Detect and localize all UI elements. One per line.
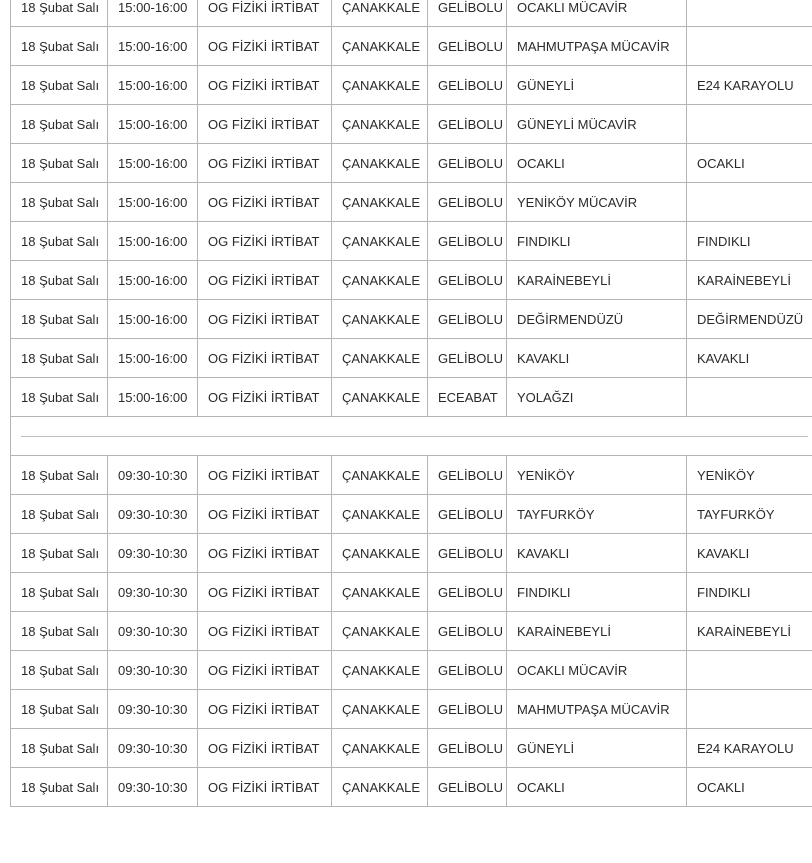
time-cell: 15:00-16:00 (108, 222, 198, 261)
province-cell: ÇANAKKALE (332, 339, 428, 378)
reason-cell: OG FİZİKİ İRTİBAT (198, 300, 332, 339)
reason-cell: OG FİZİKİ İRTİBAT (198, 27, 332, 66)
group-separator-row (11, 417, 812, 456)
province-cell: ÇANAKKALE (332, 183, 428, 222)
province-cell: ÇANAKKALE (332, 729, 428, 768)
neighborhood-cell: KAVAKLI (507, 534, 687, 573)
date-cell: 18 Şubat Salı (11, 495, 108, 534)
street-cell (687, 651, 812, 690)
date-cell: 18 Şubat Salı (11, 27, 108, 66)
time-cell: 15:00-16:00 (108, 105, 198, 144)
province-cell: ÇANAKKALE (332, 222, 428, 261)
reason-cell: OG FİZİKİ İRTİBAT (198, 729, 332, 768)
street-cell (687, 105, 812, 144)
reason-cell: OG FİZİKİ İRTİBAT (198, 495, 332, 534)
province-cell: ÇANAKKALE (332, 66, 428, 105)
district-cell: GELİBOLU (428, 27, 507, 66)
reason-cell: OG FİZİKİ İRTİBAT (198, 105, 332, 144)
reason-cell: OG FİZİKİ İRTİBAT (198, 183, 332, 222)
table-row (11, 0, 812, 27)
neighborhood-cell: DEĞİRMENDÜZÜ (507, 300, 687, 339)
district-cell: GELİBOLU (428, 183, 507, 222)
province-cell: ÇANAKKALE (332, 651, 428, 690)
district-cell: GELİBOLU (428, 339, 507, 378)
province-cell: ÇANAKKALE (332, 456, 428, 495)
table-row (11, 690, 812, 729)
neighborhood-cell: GÜNEYLİ (507, 729, 687, 768)
reason-cell: OG FİZİKİ İRTİBAT (198, 66, 332, 105)
reason-cell: OG FİZİKİ İRTİBAT (198, 222, 332, 261)
district-cell: GELİBOLU (428, 300, 507, 339)
street-cell: OCAKLI (687, 144, 812, 183)
table-row (11, 339, 812, 378)
time-cell: 15:00-16:00 (108, 378, 198, 417)
reason-cell: OG FİZİKİ İRTİBAT (198, 612, 332, 651)
reason-cell: OG FİZİKİ İRTİBAT (198, 573, 332, 612)
neighborhood-cell: KARAİNEBEYLİ (507, 261, 687, 300)
reason-cell: OG FİZİKİ İRTİBAT (198, 0, 332, 27)
date-cell: 18 Şubat Salı (11, 144, 108, 183)
date-cell: 18 Şubat Salı (11, 456, 108, 495)
table-row (11, 534, 812, 573)
neighborhood-cell: OCAKLI MÜCAVİR (507, 0, 687, 27)
street-cell: FINDIKLI (687, 573, 812, 612)
date-cell: 18 Şubat Salı (11, 261, 108, 300)
province-cell: ÇANAKKALE (332, 300, 428, 339)
district-cell: GELİBOLU (428, 690, 507, 729)
table-row (11, 651, 812, 690)
reason-cell: OG FİZİKİ İRTİBAT (198, 339, 332, 378)
date-cell: 18 Şubat Salı (11, 300, 108, 339)
neighborhood-cell: FINDIKLI (507, 573, 687, 612)
time-cell: 09:30-10:30 (108, 768, 198, 807)
time-cell: 09:30-10:30 (108, 651, 198, 690)
neighborhood-cell: OCAKLI MÜCAVİR (507, 651, 687, 690)
time-cell: 15:00-16:00 (108, 300, 198, 339)
province-cell: ÇANAKKALE (332, 768, 428, 807)
district-cell: GELİBOLU (428, 222, 507, 261)
neighborhood-cell: GÜNEYLİ MÜCAVİR (507, 105, 687, 144)
district-cell: GELİBOLU (428, 573, 507, 612)
reason-cell: OG FİZİKİ İRTİBAT (198, 768, 332, 807)
neighborhood-cell: KARAİNEBEYLİ (507, 612, 687, 651)
province-cell: ÇANAKKALE (332, 534, 428, 573)
time-cell: 09:30-10:30 (108, 612, 198, 651)
time-cell: 09:30-10:30 (108, 729, 198, 768)
neighborhood-cell: YENİKÖY (507, 456, 687, 495)
street-cell (687, 378, 812, 417)
province-cell: ÇANAKKALE (332, 27, 428, 66)
date-cell: 18 Şubat Salı (11, 66, 108, 105)
street-cell: OCAKLI (687, 768, 812, 807)
time-cell: 15:00-16:00 (108, 144, 198, 183)
date-cell: 18 Şubat Salı (11, 339, 108, 378)
street-cell (687, 0, 812, 27)
street-cell (687, 690, 812, 729)
reason-cell: OG FİZİKİ İRTİBAT (198, 456, 332, 495)
street-cell (687, 183, 812, 222)
table-row (11, 768, 812, 807)
date-cell: 18 Şubat Salı (11, 573, 108, 612)
district-cell: GELİBOLU (428, 612, 507, 651)
street-cell: E24 KARAYOLU (687, 729, 812, 768)
neighborhood-cell: OCAKLI (507, 144, 687, 183)
province-cell: ÇANAKKALE (332, 378, 428, 417)
neighborhood-cell: FINDIKLI (507, 222, 687, 261)
table-row (11, 27, 812, 66)
time-cell: 09:30-10:30 (108, 534, 198, 573)
street-cell (687, 27, 812, 66)
reason-cell: OG FİZİKİ İRTİBAT (198, 144, 332, 183)
district-cell: GELİBOLU (428, 495, 507, 534)
street-cell: KAVAKLI (687, 534, 812, 573)
separator-rule (21, 436, 808, 437)
time-cell: 09:30-10:30 (108, 495, 198, 534)
table-row (11, 261, 812, 300)
time-cell: 15:00-16:00 (108, 0, 198, 27)
street-cell: TAYFURKÖY (687, 495, 812, 534)
reason-cell: OG FİZİKİ İRTİBAT (198, 378, 332, 417)
time-cell: 15:00-16:00 (108, 27, 198, 66)
time-cell: 15:00-16:00 (108, 339, 198, 378)
table-row (11, 183, 812, 222)
table-row (11, 144, 812, 183)
district-cell: GELİBOLU (428, 261, 507, 300)
date-cell: 18 Şubat Salı (11, 183, 108, 222)
district-cell: GELİBOLU (428, 729, 507, 768)
neighborhood-cell: MAHMUTPAŞA MÜCAVİR (507, 690, 687, 729)
time-cell: 15:00-16:00 (108, 66, 198, 105)
neighborhood-cell: YOLAĞZI (507, 378, 687, 417)
date-cell: 18 Şubat Salı (11, 612, 108, 651)
time-cell: 15:00-16:00 (108, 261, 198, 300)
table-row (11, 378, 812, 417)
table-row (11, 573, 812, 612)
reason-cell: OG FİZİKİ İRTİBAT (198, 690, 332, 729)
date-cell: 18 Şubat Salı (11, 690, 108, 729)
province-cell: ÇANAKKALE (332, 573, 428, 612)
street-cell: E24 KARAYOLU (687, 66, 812, 105)
outage-schedule-table (10, 0, 812, 807)
neighborhood-cell: YENİKÖY MÜCAVİR (507, 183, 687, 222)
province-cell: ÇANAKKALE (332, 261, 428, 300)
district-cell: GELİBOLU (428, 768, 507, 807)
table-row (11, 66, 812, 105)
time-cell: 15:00-16:00 (108, 183, 198, 222)
table-row (11, 495, 812, 534)
street-cell: FINDIKLI (687, 222, 812, 261)
street-cell: KARAİNEBEYLİ (687, 261, 812, 300)
district-cell: GELİBOLU (428, 534, 507, 573)
table-row (11, 729, 812, 768)
time-cell: 09:30-10:30 (108, 456, 198, 495)
date-cell: 18 Şubat Salı (11, 729, 108, 768)
province-cell: ÇANAKKALE (332, 144, 428, 183)
district-cell: GELİBOLU (428, 105, 507, 144)
table-row (11, 222, 812, 261)
neighborhood-cell: KAVAKLI (507, 339, 687, 378)
date-cell: 18 Şubat Salı (11, 105, 108, 144)
district-cell: GELİBOLU (428, 66, 507, 105)
neighborhood-cell: GÜNEYLİ (507, 66, 687, 105)
district-cell: GELİBOLU (428, 456, 507, 495)
neighborhood-cell: TAYFURKÖY (507, 495, 687, 534)
date-cell: 18 Şubat Salı (11, 534, 108, 573)
date-cell: 18 Şubat Salı (11, 222, 108, 261)
province-cell: ÇANAKKALE (332, 495, 428, 534)
date-cell: 18 Şubat Salı (11, 651, 108, 690)
street-cell: YENİKÖY (687, 456, 812, 495)
table-row (11, 105, 812, 144)
time-cell: 09:30-10:30 (108, 573, 198, 612)
table-row (11, 300, 812, 339)
street-cell: KAVAKLI (687, 339, 812, 378)
district-cell: GELİBOLU (428, 651, 507, 690)
neighborhood-cell: MAHMUTPAŞA MÜCAVİR (507, 27, 687, 66)
date-cell: 18 Şubat Salı (11, 768, 108, 807)
reason-cell: OG FİZİKİ İRTİBAT (198, 261, 332, 300)
province-cell: ÇANAKKALE (332, 612, 428, 651)
province-cell: ÇANAKKALE (332, 690, 428, 729)
table-row (11, 456, 812, 495)
street-cell: DEĞİRMENDÜZÜ (687, 300, 812, 339)
province-cell: ÇANAKKALE (332, 105, 428, 144)
group-separator-cell (11, 417, 812, 456)
district-cell: GELİBOLU (428, 0, 507, 27)
street-cell: KARAİNEBEYLİ (687, 612, 812, 651)
district-cell: GELİBOLU (428, 144, 507, 183)
date-cell: 18 Şubat Salı (11, 0, 108, 27)
reason-cell: OG FİZİKİ İRTİBAT (198, 651, 332, 690)
district-cell: ECEABAT (428, 378, 507, 417)
reason-cell: OG FİZİKİ İRTİBAT (198, 534, 332, 573)
table-row (11, 612, 812, 651)
time-cell: 09:30-10:30 (108, 690, 198, 729)
date-cell: 18 Şubat Salı (11, 378, 108, 417)
neighborhood-cell: OCAKLI (507, 768, 687, 807)
province-cell: ÇANAKKALE (332, 0, 428, 27)
